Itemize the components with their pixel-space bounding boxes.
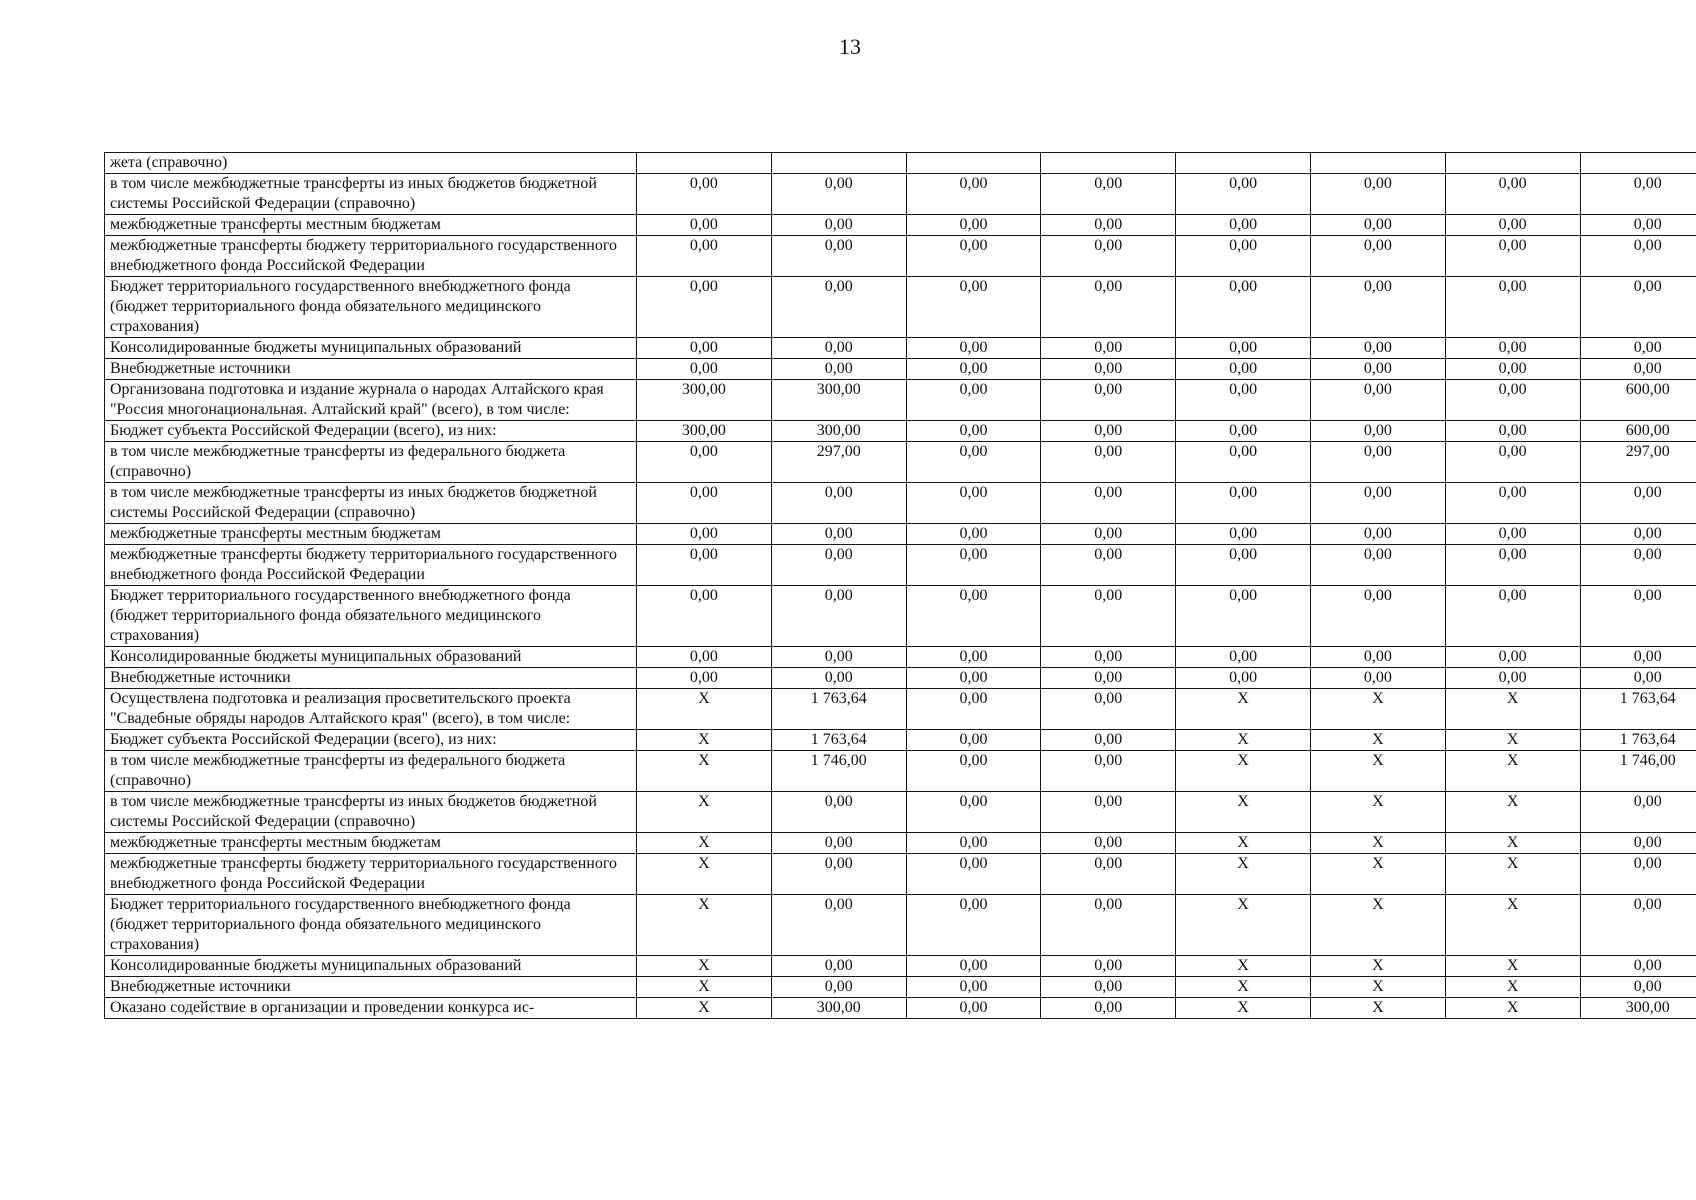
row-label: Бюджет субъекта Российской Федерации (всего), из них: — [105, 421, 637, 442]
value-cell: 0,00 — [1041, 854, 1176, 895]
value-cell: 0,00 — [1580, 833, 1696, 854]
value-cell: 0,00 — [906, 545, 1041, 586]
value-cell: 300,00 — [771, 421, 906, 442]
value-cell: X — [1176, 956, 1311, 977]
value-cell: 0,00 — [771, 854, 906, 895]
value-cell: X — [637, 751, 772, 792]
value-cell: X — [1310, 895, 1445, 956]
table-row — [105, 277, 1696, 338]
value-cell: 0,00 — [1445, 174, 1580, 215]
row-label: в том числе межбюджетные трансферты из федерального бюджета (справочно) — [105, 442, 637, 483]
value-cell: 0,00 — [1445, 647, 1580, 668]
value-cell: 0,00 — [637, 524, 772, 545]
value-cell: X — [1445, 792, 1580, 833]
value-cell: X — [1176, 854, 1311, 895]
row-label: в том числе межбюджетные трансферты из иных бюджетов бюджетной системы Российской Федерации (справочно) — [105, 174, 637, 215]
value-cell: X — [1310, 833, 1445, 854]
value-cell: X — [1310, 689, 1445, 730]
row-label: Консолидированные бюджеты муниципальных образований — [105, 647, 637, 668]
value-cell: X — [1176, 998, 1311, 1019]
row-label: межбюджетные трансферты местным бюджетам — [105, 215, 637, 236]
row-label: Внебюджетные источники — [105, 668, 637, 689]
table-row — [105, 174, 1696, 215]
value-cell: 0,00 — [771, 359, 906, 380]
value-cell: 0,00 — [637, 174, 772, 215]
row-label: в том числе межбюджетные трансферты из иных бюджетов бюджетной системы Российской Федерации (справочно) — [105, 483, 637, 524]
value-cell: X — [637, 956, 772, 977]
value-cell: 600,00 — [1580, 421, 1696, 442]
value-cell: 0,00 — [906, 854, 1041, 895]
value-cell: 0,00 — [906, 647, 1041, 668]
value-cell: 0,00 — [1445, 277, 1580, 338]
value-cell: 0,00 — [1310, 421, 1445, 442]
value-cell: X — [1176, 730, 1311, 751]
table-row — [105, 689, 1696, 730]
value-cell: 0,00 — [1176, 174, 1311, 215]
value-cell: 0,00 — [1176, 524, 1311, 545]
table-row — [105, 586, 1696, 647]
value-cell: 0,00 — [1445, 586, 1580, 647]
value-cell: 0,00 — [1176, 586, 1311, 647]
table-row — [105, 524, 1696, 545]
value-cell: 0,00 — [771, 483, 906, 524]
value-cell: 300,00 — [1580, 998, 1696, 1019]
value-cell: 0,00 — [1445, 421, 1580, 442]
value-cell: 0,00 — [1041, 792, 1176, 833]
value-cell: 0,00 — [637, 215, 772, 236]
table-row — [105, 977, 1696, 998]
value-cell: X — [637, 977, 772, 998]
value-cell: 0,00 — [1310, 380, 1445, 421]
value-cell: 0,00 — [1580, 236, 1696, 277]
value-cell: 0,00 — [906, 421, 1041, 442]
row-label: в том числе межбюджетные трансферты из иных бюджетов бюджетной системы Российской Федерации (справочно) — [105, 792, 637, 833]
value-cell: 0,00 — [906, 895, 1041, 956]
value-cell: X — [637, 689, 772, 730]
table-row — [105, 751, 1696, 792]
value-cell: 0,00 — [1176, 277, 1311, 338]
value-cell: 0,00 — [1445, 668, 1580, 689]
value-cell: 0,00 — [1445, 524, 1580, 545]
value-cell: 0,00 — [1580, 792, 1696, 833]
value-cell: 0,00 — [1310, 359, 1445, 380]
value-cell: 0,00 — [906, 483, 1041, 524]
value-cell: 0,00 — [1310, 236, 1445, 277]
value-cell: X — [1310, 751, 1445, 792]
value-cell: 300,00 — [771, 380, 906, 421]
row-label: Внебюджетные источники — [105, 359, 637, 380]
value-cell: 0,00 — [1445, 236, 1580, 277]
value-cell: 0,00 — [1176, 359, 1311, 380]
table-row — [105, 895, 1696, 956]
table-row — [105, 854, 1696, 895]
row-label: межбюджетные трансферты местным бюджетам — [105, 524, 637, 545]
value-cell: 600,00 — [1580, 380, 1696, 421]
value-cell: X — [1176, 751, 1311, 792]
value-cell: 0,00 — [1580, 359, 1696, 380]
value-cell: 0,00 — [1176, 215, 1311, 236]
value-cell: 0,00 — [1041, 380, 1176, 421]
value-cell: 0,00 — [1580, 586, 1696, 647]
value-cell: 0,00 — [771, 524, 906, 545]
value-cell: 0,00 — [1580, 277, 1696, 338]
table-row — [105, 956, 1696, 977]
table-row — [105, 442, 1696, 483]
value-cell: 0,00 — [1041, 956, 1176, 977]
value-cell: 0,00 — [906, 998, 1041, 1019]
value-cell: 0,00 — [1580, 647, 1696, 668]
value-cell: 0,00 — [1310, 524, 1445, 545]
value-cell: 1 763,64 — [1580, 689, 1696, 730]
table-row — [105, 359, 1696, 380]
value-cell — [1176, 153, 1311, 174]
table-row — [105, 545, 1696, 586]
value-cell: 0,00 — [1041, 751, 1176, 792]
value-cell: 0,00 — [1445, 215, 1580, 236]
value-cell: 0,00 — [906, 977, 1041, 998]
value-cell: X — [1310, 977, 1445, 998]
value-cell: 0,00 — [1580, 215, 1696, 236]
budget-table — [104, 152, 1696, 1019]
value-cell: 0,00 — [1041, 586, 1176, 647]
value-cell: 0,00 — [1310, 338, 1445, 359]
value-cell: X — [1445, 956, 1580, 977]
value-cell: 0,00 — [637, 668, 772, 689]
row-label: Бюджет территориального государственного внебюджетного фонда (бюджет территориального фонда обязательного медицинского страхования) — [105, 277, 637, 338]
value-cell: 0,00 — [1310, 545, 1445, 586]
value-cell: X — [1445, 998, 1580, 1019]
value-cell: 300,00 — [637, 380, 772, 421]
value-cell: X — [1445, 751, 1580, 792]
value-cell: X — [637, 792, 772, 833]
value-cell: 0,00 — [1580, 854, 1696, 895]
value-cell: 0,00 — [771, 647, 906, 668]
row-label: межбюджетные трансферты местным бюджетам — [105, 833, 637, 854]
value-cell: X — [1310, 956, 1445, 977]
value-cell: 0,00 — [1445, 380, 1580, 421]
value-cell: 0,00 — [1041, 895, 1176, 956]
value-cell: 0,00 — [771, 215, 906, 236]
value-cell: X — [637, 854, 772, 895]
value-cell — [1310, 153, 1445, 174]
value-cell: 0,00 — [1041, 689, 1176, 730]
value-cell — [771, 153, 906, 174]
value-cell: 0,00 — [771, 895, 906, 956]
value-cell: 0,00 — [906, 751, 1041, 792]
value-cell: 0,00 — [906, 524, 1041, 545]
value-cell: 297,00 — [771, 442, 906, 483]
value-cell: X — [1445, 730, 1580, 751]
value-cell: X — [1310, 792, 1445, 833]
value-cell: 0,00 — [1176, 380, 1311, 421]
value-cell: 0,00 — [1580, 977, 1696, 998]
row-label: межбюджетные трансферты бюджету территориального государственного внебюджетного фонда Российской Федерации — [105, 545, 637, 586]
value-cell: 0,00 — [637, 545, 772, 586]
value-cell: 0,00 — [771, 545, 906, 586]
table-row — [105, 483, 1696, 524]
value-cell: 0,00 — [906, 338, 1041, 359]
table-row — [105, 380, 1696, 421]
value-cell: X — [637, 833, 772, 854]
table-row — [105, 647, 1696, 668]
value-cell: 0,00 — [1310, 668, 1445, 689]
value-cell: 0,00 — [1445, 442, 1580, 483]
value-cell: 0,00 — [1041, 730, 1176, 751]
value-cell: 0,00 — [1176, 442, 1311, 483]
value-cell: 0,00 — [1310, 586, 1445, 647]
value-cell: 0,00 — [1580, 483, 1696, 524]
value-cell: X — [1176, 977, 1311, 998]
value-cell: 0,00 — [771, 236, 906, 277]
page-number: 13 — [839, 34, 861, 59]
row-label: межбюджетные трансферты бюджету территориального государственного внебюджетного фонда Российской Федерации — [105, 236, 637, 277]
value-cell: 0,00 — [1041, 545, 1176, 586]
value-cell: 0,00 — [1176, 545, 1311, 586]
value-cell: 0,00 — [637, 483, 772, 524]
value-cell: 0,00 — [1580, 956, 1696, 977]
value-cell: 0,00 — [637, 338, 772, 359]
table-row — [105, 421, 1696, 442]
value-cell: 0,00 — [1580, 338, 1696, 359]
value-cell: 300,00 — [771, 998, 906, 1019]
value-cell: X — [1176, 689, 1311, 730]
value-cell: 0,00 — [1041, 998, 1176, 1019]
value-cell: 0,00 — [1041, 215, 1176, 236]
value-cell: 0,00 — [637, 236, 772, 277]
value-cell: 0,00 — [906, 730, 1041, 751]
table-row — [105, 153, 1696, 174]
table-row — [105, 792, 1696, 833]
value-cell: 0,00 — [1310, 647, 1445, 668]
value-cell: 0,00 — [771, 338, 906, 359]
value-cell: 0,00 — [906, 277, 1041, 338]
value-cell: 0,00 — [1310, 215, 1445, 236]
value-cell: 0,00 — [1580, 895, 1696, 956]
value-cell: 0,00 — [771, 956, 906, 977]
value-cell: 0,00 — [637, 277, 772, 338]
value-cell: 0,00 — [1041, 421, 1176, 442]
value-cell: 0,00 — [1580, 174, 1696, 215]
value-cell: 0,00 — [1310, 174, 1445, 215]
table-row — [105, 215, 1696, 236]
value-cell: 0,00 — [1041, 442, 1176, 483]
value-cell: 1 746,00 — [1580, 751, 1696, 792]
value-cell: 297,00 — [1580, 442, 1696, 483]
value-cell — [1445, 153, 1580, 174]
value-cell: 0,00 — [906, 792, 1041, 833]
row-label: Осуществлена подготовка и реализация просветительского проекта "Свадебные обряды народов Алтайского края" (всего), в том числе: — [105, 689, 637, 730]
value-cell: 0,00 — [1041, 483, 1176, 524]
value-cell: 0,00 — [1445, 359, 1580, 380]
value-cell: 300,00 — [637, 421, 772, 442]
value-cell: 0,00 — [1310, 442, 1445, 483]
table-row — [105, 668, 1696, 689]
row-label: Консолидированные бюджеты муниципальных образований — [105, 338, 637, 359]
table-row — [105, 730, 1696, 751]
value-cell: 0,00 — [771, 977, 906, 998]
row-label: межбюджетные трансферты бюджету территориального государственного внебюджетного фонда Российской Федерации — [105, 854, 637, 895]
value-cell: 0,00 — [906, 956, 1041, 977]
value-cell: 0,00 — [906, 689, 1041, 730]
value-cell — [906, 153, 1041, 174]
row-label: жета (справочно) — [105, 153, 637, 174]
value-cell: 0,00 — [1041, 647, 1176, 668]
value-cell: 0,00 — [906, 359, 1041, 380]
value-cell: 0,00 — [1580, 668, 1696, 689]
value-cell: 0,00 — [906, 586, 1041, 647]
value-cell: 0,00 — [771, 668, 906, 689]
value-cell: 0,00 — [906, 442, 1041, 483]
value-cell: X — [1176, 792, 1311, 833]
value-cell: 0,00 — [637, 647, 772, 668]
value-cell: 0,00 — [1445, 338, 1580, 359]
value-cell: X — [1445, 977, 1580, 998]
value-cell: X — [1445, 895, 1580, 956]
row-label: Организована подготовка и издание журнала о народах Алтайского края "Россия многонациональная. Алтайский край" (всего), в том числе: — [105, 380, 637, 421]
value-cell: 0,00 — [637, 586, 772, 647]
value-cell: 0,00 — [1580, 524, 1696, 545]
value-cell: 0,00 — [1041, 977, 1176, 998]
value-cell: 0,00 — [1176, 236, 1311, 277]
value-cell — [1580, 153, 1696, 174]
row-label: Консолидированные бюджеты муниципальных образований — [105, 956, 637, 977]
value-cell: X — [1176, 895, 1311, 956]
value-cell: 0,00 — [1041, 833, 1176, 854]
row-label: в том числе межбюджетные трансферты из федерального бюджета (справочно) — [105, 751, 637, 792]
value-cell: X — [1445, 689, 1580, 730]
value-cell: 0,00 — [906, 174, 1041, 215]
value-cell: X — [1310, 998, 1445, 1019]
value-cell: 0,00 — [771, 792, 906, 833]
value-cell: 0,00 — [637, 359, 772, 380]
value-cell: 0,00 — [1176, 421, 1311, 442]
value-cell: 0,00 — [1310, 277, 1445, 338]
row-label: Бюджет субъекта Российской Федерации (всего), из них: — [105, 730, 637, 751]
value-cell: 0,00 — [1176, 338, 1311, 359]
row-label: Оказано содействие в организации и проведении конкурса ис- — [105, 998, 637, 1019]
value-cell: 0,00 — [771, 586, 906, 647]
value-cell: 0,00 — [1310, 483, 1445, 524]
value-cell: X — [1310, 854, 1445, 895]
value-cell: 0,00 — [1176, 668, 1311, 689]
value-cell: 0,00 — [906, 236, 1041, 277]
value-cell — [1041, 153, 1176, 174]
value-cell: 1 763,64 — [771, 730, 906, 751]
value-cell: 0,00 — [1041, 338, 1176, 359]
value-cell: 0,00 — [771, 833, 906, 854]
value-cell: 0,00 — [1580, 545, 1696, 586]
value-cell: 1 763,64 — [1580, 730, 1696, 751]
value-cell: 0,00 — [1041, 277, 1176, 338]
table-body — [105, 153, 1696, 1019]
value-cell: 0,00 — [906, 380, 1041, 421]
value-cell: 0,00 — [1041, 236, 1176, 277]
value-cell: 1 746,00 — [771, 751, 906, 792]
value-cell: 0,00 — [637, 442, 772, 483]
value-cell: 0,00 — [1445, 545, 1580, 586]
value-cell: X — [1445, 833, 1580, 854]
value-cell: X — [637, 998, 772, 1019]
value-cell: 0,00 — [1176, 483, 1311, 524]
value-cell: X — [1176, 833, 1311, 854]
value-cell: X — [637, 895, 772, 956]
table-row — [105, 998, 1696, 1019]
table-row — [105, 236, 1696, 277]
value-cell: 0,00 — [1041, 668, 1176, 689]
row-label: Бюджет территориального государственного внебюджетного фонда (бюджет территориального фонда обязательного медицинского страхования) — [105, 895, 637, 956]
value-cell: 0,00 — [906, 833, 1041, 854]
value-cell: 0,00 — [1445, 483, 1580, 524]
table-row — [105, 338, 1696, 359]
value-cell — [637, 153, 772, 174]
value-cell: 0,00 — [771, 277, 906, 338]
value-cell: 0,00 — [906, 215, 1041, 236]
value-cell: 0,00 — [1041, 174, 1176, 215]
row-label: Бюджет территориального государственного внебюджетного фонда (бюджет территориального фонда обязательного медицинского страхования) — [105, 586, 637, 647]
value-cell: 0,00 — [1041, 359, 1176, 380]
value-cell: 1 763,64 — [771, 689, 906, 730]
value-cell: 0,00 — [771, 174, 906, 215]
value-cell: 0,00 — [1041, 524, 1176, 545]
value-cell: 0,00 — [906, 668, 1041, 689]
row-label: Внебюджетные источники — [105, 977, 637, 998]
table-row — [105, 833, 1696, 854]
value-cell: X — [637, 730, 772, 751]
value-cell: 0,00 — [1176, 647, 1311, 668]
value-cell: X — [1445, 854, 1580, 895]
value-cell: X — [1310, 730, 1445, 751]
